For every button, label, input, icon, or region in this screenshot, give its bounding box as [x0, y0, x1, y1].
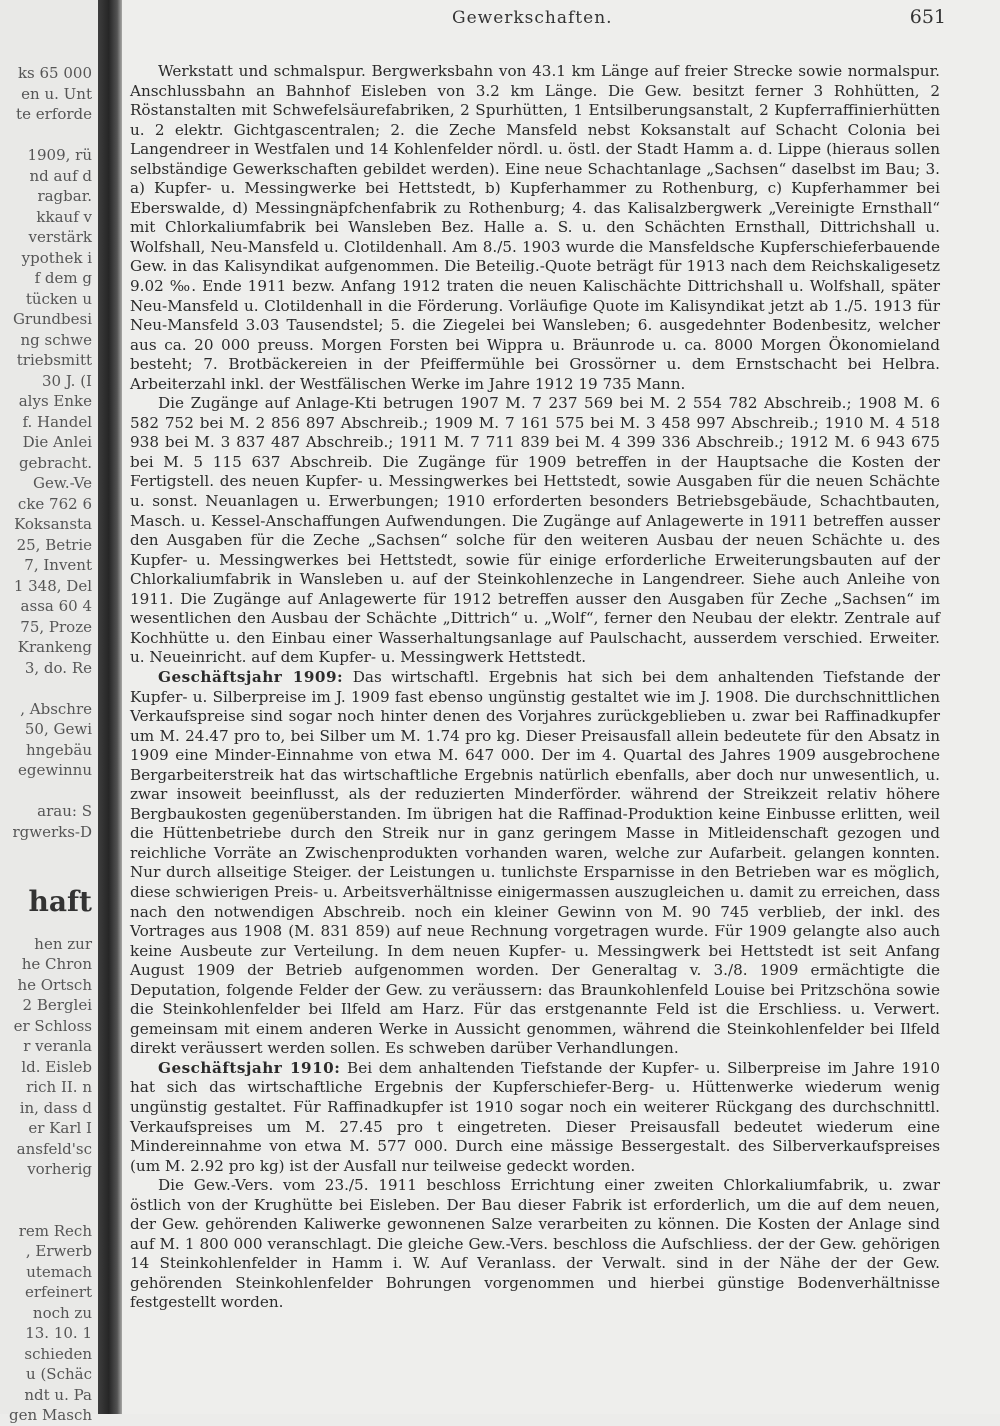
- facing-page-text-fragment: gen Masch: [9, 1406, 92, 1424]
- facing-page-text-fragment: ansfeld'sc: [16, 1139, 92, 1158]
- facing-page-text-fragment: rem Rech: [18, 1221, 92, 1240]
- facing-page-text-fragment: ks 65 000: [17, 64, 92, 82]
- facing-page-text-fragment: er Karl I: [28, 1119, 92, 1137]
- facing-page-text-fragment: 1 348, Del: [13, 576, 92, 595]
- paragraph: [130, 1176, 940, 1313]
- facing-page-text-fragment: kkauf v: [36, 207, 92, 226]
- facing-page-text-fragment: Krankeng: [17, 638, 92, 656]
- facing-page-edge: [0, 0, 98, 1424]
- facing-page-text-fragment: 3, do. Re: [24, 658, 92, 677]
- facing-page-text-fragment: noch zu: [32, 1303, 92, 1322]
- facing-page-text-fragment: [0, 1199, 98, 1221]
- body-text: [130, 62, 940, 1313]
- facing-page-text-fragment: schieden: [24, 1344, 92, 1363]
- facing-page-text-fragment: gebracht.: [18, 453, 92, 472]
- paragraph: [130, 62, 940, 394]
- facing-page-text-fragment: cke 762 6: [17, 494, 92, 513]
- section-label: Geschäftsjahr 1910:: [158, 1058, 341, 1077]
- paragraph-text: Die Zugänge auf Anlage-Kti betrugen 1907 M. 7 237 569 bei M. 2 554 782 Abschreib.; 1908 M. 6 582 752 bei M. 2 856 897 Abschreib.; 1909 M. 7 161 575 bei M. 3 458 997 Abschreib.; 1910 M. 4 518 938 bei M. 3 837 487 Abschreib.; 1911 M. 7 711 839 bei M. 4 399 336 Abschreib.; 1912 M. 6 943 675 bei M. 5 115 637 Abschreib. Die Zugänge für 1909 betreffen in der Hauptsache die Kosten der Fertigstell. des neuen Kupfer- u. Messingwerkes bei Hettstedt, sowie Ausgaben für die neuen Schächte u. sonst. Neuanlagen u. Erwerbungen; 1910 erforderten besonders Betriebsgebäude, Schachtbauten, Masch. u. Kessel-Anschaffungen Aufwendungen. Die Zugänge auf Anlagewerte in 1911 betreffen ausser den Ausgaben für die Zeche „Sachsen“ solche für den weiteren Ausbau der neuen Schächte u. des Kupfer- u. Messingwerkes bei Hettstedt, sowie für einige erforderliche Erweiterungsbauten auf der Chlorkaliumfabrik in Wansleben u. auf der Steinkohlenzeche in Langendreer. Siehe auch Anleihe von 1911. Die Zugänge auf Anlagewerte für 1912 betreffen ausser den Ausgaben für Zeche „Sachsen“ im wesentlichen den Ausbau der Schächte „Dittrich“ u. „Wolf“, ferner den Neubau der elektr. Zentrale auf Kochhütte u. den Einbau einer Wasserhaltungsanlage auf Paulschacht, ausserdem verschied. Erweiter. u. Neueinricht. auf dem Kupfer- u. Messingwerk Hettstedt.: [130, 394, 940, 667]
- facing-page-text-fragment: u (Schäc: [26, 1365, 92, 1383]
- facing-page-text-fragment: 75, Proze: [20, 617, 92, 636]
- facing-page-text-fragment: hngebäu: [25, 740, 92, 759]
- facing-page-text-fragment: ng schwe: [20, 330, 92, 349]
- facing-page-text-fragment: Grundbesi: [12, 310, 92, 328]
- facing-page-text-fragment: 30 J. (I: [41, 371, 92, 390]
- facing-page-text-fragment: 50, Gewi: [24, 720, 92, 738]
- paragraph-text: Die Gew.-Vers. vom 23./5. 1911 beschloss Errichtung einer zweiten Chlorkaliumfabrik, u. zwar östlich von der Krughütte bei Eisleben. Der Bau dieser Fabrik ist erforderlich, um die auf dem neuen, der Gew. gehörenden Kaliwerke gewonnenen Salze verarbeiten zu können. Die Kosten der Anlage sind auf M. 1 800 000 veranschlagt. Die gleiche Gew.-Vers. beschloss die Aufschliess. der der Gew. gehörigen 14 Steinkohlenfelder in Hamm i. W. Auf Veranlass. der Verwalt. sind in der Nähe der der Gew. gehörenden Steinkohlenfelder Bohrungen vorgenommen und hierbei günstige Bodenverhältnisse festgestellt worden.: [130, 1176, 940, 1312]
- facing-page-text-fragment: [0, 912, 98, 934]
- facing-page-text-fragment: 2 Berglei: [22, 996, 92, 1014]
- running-head: Gewerkschaften.: [452, 8, 613, 28]
- facing-page-text-fragment: ypothek i: [21, 248, 92, 267]
- book-page: [122, 0, 1000, 1414]
- facing-page-text-fragment: en u. Unt: [21, 84, 92, 103]
- facing-page-text-fragment: Die Anlei: [22, 433, 92, 451]
- facing-page-text-fragment: , Abschre: [20, 699, 92, 718]
- facing-page-text-fragment: [0, 1179, 98, 1201]
- facing-page-text-fragment: he Chron: [21, 955, 92, 973]
- facing-page-text-fragment: [0, 677, 98, 699]
- facing-page-heading-fragment: haft: [28, 885, 92, 918]
- facing-page-text-fragment: verstärk: [28, 228, 92, 246]
- section-label: Geschäftsjahr 1909:: [158, 667, 344, 686]
- paragraph: [130, 1059, 940, 1176]
- facing-page-text-fragment: f dem g: [34, 269, 92, 287]
- facing-page-text-fragment: Gew.-Ve: [33, 474, 92, 492]
- facing-page-text-fragment: 25, Betrie: [16, 535, 92, 554]
- facing-page-text-fragment: rich II. n: [26, 1078, 92, 1096]
- facing-page-text-fragment: egewinnu: [18, 761, 92, 779]
- facing-page-text-fragment: ld. Eisleb: [21, 1057, 92, 1076]
- facing-page-text-fragment: nd auf d: [29, 166, 92, 185]
- paragraph: [130, 394, 940, 668]
- paragraph: [130, 668, 940, 1059]
- book-gutter: [98, 0, 122, 1414]
- facing-page-text-fragment: [0, 862, 98, 884]
- facing-page-text-fragment: [0, 780, 98, 802]
- facing-page-text-fragment: utemach: [26, 1262, 92, 1281]
- facing-page-text-fragment: 7, Invent: [24, 556, 92, 574]
- facing-page-text-fragment: rgwerks-D: [12, 822, 92, 841]
- facing-page-text-fragment: Koksansta: [14, 515, 92, 533]
- page-number: 651: [909, 6, 946, 28]
- paragraph-text: Werkstatt und schmalspur. Bergwerksbahn von 43.1 km Länge auf freier Strecke sowie normalspur. Anschlussbahn an Bahnhof Eisleben von 3.2 km Länge. Die Gew. besitzt ferner 3 Rohhütten, 2 Röstanstalten mit Schwefelsäurefabriken, 2 Spurhütten, 1 Entsilberungsanstalt, 2 Kupferraffinierhütten u. 2 elektr. Gichtgascentralen; 2. die Zeche Mansfeld nebst Koksanstalt auf Schacht Colonia bei Langendreer in Westfalen und 14 Kohlenfelder nördl. u. östl. der Stadt Hamm a. d. Lippe (hieraus sollen selbständige Gewerkschaften gebildet werden). Eine neue Schachtanlage „Sachsen“ daselbst im Bau; 3. a) Kupfer- u. Messingwerke bei Hettstedt, b) Kupferhammer zu Rothenburg, c) Kupferhammer bei Eberswalde, d) Messingnäpfchenfabrik zu Rothenburg; 4. das Kalisalzbergwerk „Vereinigte Ernsthall“ mit Chlorkaliumfabrik bei Wansleben Bez. Halle a. S. u. den Schächten Ernsthall, Dittrichshall u. Wolfshall, Neu-Mansfeld u. Clotildenhall. Am 8./5. 1903 wurde die Mansfeldsche Kupferschieferbauende Gew. in das Kalisyndikat aufgenommen. Die Beteilig.-Quote beträgt für 1913 nach dem Reichskaligesetz 9.02 ‰. Ende 1911 bezw. Anfang 1912 traten die neuen Kalischächte Dittrichshall u. Wolfshall, später Neu-Mansfeld u. Clotildenhall in die Förderung. Vorläufige Quote im Kalisyndikat jetzt ab 1./5. 1913 für Neu-Mansfeld 3.03 Tausendstel; 5. die Ziegelei bei Wansleben; 6. ausgedehnter Bodenbesitz, welcher aus ca. 20 000 preuss. Morgen Forsten bei Wippra u. Bräunrode u. ca. 8000 Morgen Ökonomieland besteht; 7. Brotbäckereien in der Pfeiffermühle bei Grossörner u. dem Ernstschacht bei Helbra. Arbeiterzahl inkl. der Westfälischen Werke im Jahre 1912 19 735 Mann.: [130, 62, 940, 393]
- facing-page-text-fragment: er Schloss: [13, 1016, 92, 1035]
- facing-page-text-fragment: 1909, rü: [27, 146, 92, 164]
- facing-page-text-fragment: , Erwerb: [25, 1242, 92, 1260]
- facing-page-text-fragment: [0, 124, 98, 146]
- facing-page-text-fragment: r veranla: [23, 1037, 92, 1055]
- facing-page-text-fragment: in, dass d: [19, 1098, 92, 1117]
- facing-page-text-fragment: arau: S: [37, 802, 92, 820]
- facing-page-text-fragment: alys Enke: [18, 392, 92, 410]
- facing-page-text-fragment: ndt u. Pa: [24, 1385, 92, 1404]
- facing-page-text-fragment: he Ortsch: [17, 975, 92, 994]
- facing-page-text-fragment: vorherig: [27, 1160, 92, 1178]
- facing-page-text-fragment: ragbar.: [37, 187, 92, 205]
- facing-page-text-fragment: erfeinert: [24, 1283, 92, 1301]
- facing-page-text-fragment: f. Handel: [22, 412, 92, 431]
- facing-page-text-fragment: assa 60 4: [20, 597, 92, 615]
- paragraph-text: Bei dem anhaltenden Tiefstande der Kupfer- u. Silberpreise im Jahre 1910 hat sich das wirtschaftliche Ergebnis der Kupferschiefer-Berg- u. Hüttenwerke wiederum wenig ungünstig gestaltet. Für Raffinadkupfer ist 1910 sogar noch ein weiterer Rückgang des durchschnittl. Verkaufspreises um M. 27.45 pro t eingetreten. Dieser Preisausfall bedeutet wiederum eine Mindereinnahme von etwa M. 577 000. Durch eine mässige Bessergestalt. des Silberverkaufspreises (um M. 2.92 pro kg) ist der Ausfall nur teilweise gedeckt worden.: [130, 1058, 940, 1175]
- facing-page-text-fragment: triebsmitt: [16, 351, 92, 369]
- facing-page-text-fragment: 13. 10. 1: [25, 1324, 92, 1342]
- facing-page-text-fragment: [0, 841, 98, 863]
- paragraph-text: Das wirtschaftl. Ergebnis hat sich bei dem anhaltenden Tiefstande der Kupfer- u. Silberpreise im J. 1909 fast ebenso ungünstig gestaltet wie im J. 1908. Die durchschnittlichen Verkaufspreise sind sogar noch hinter denen des Vorjahres zurückgeblieben u. zwar bei Raffinadkupfer um M. 24.47 pro to, bei Silber um M. 1.74 pro kg. Dieser Preisausfall allein bedeutete für den Absatz in 1909 eine Minder-Einnahme von etwa M. 647 000. Der im 4. Quartal des Jahres 1909 ausgebrochene Bergarbeiterstreik hat das wirtschaftliche Ergebnis natürlich ebenfalls, aber doch nur unwesentlich, u. zwar insoweit beeinflusst, als der reduzierten Minderförder. während der Streikzeit relativ höhere Bergbaukosten gegenüberstanden. Im übrigen hat die Raffinad-Produktion keine Einbusse erlitten, weil die Hüttenbetriebe durch den Streik nur in ganz geringem Masse in Mitleidenschaft gezogen und reichliche Vorräte an Zwischenprodukten vorhanden waren, welche zur Aufarbeit. gelangen konnten. Nur durch allseitige Steiger. der Leistungen u. tunlichste Ersparnisse in den Betrieben war es möglich, diese schwierigen Preis- u. Arbeitsverhältnisse einigermassen auszugleichen u. damit zu erreichen, dass nach den notwendigen Abschreib. noch ein kleiner Gewinn von M. 90 745 verblieb, der inkl. des Vortrages aus 1908 (M. 831 859) auf neue Rechnung vorgetragen wurde. Für 1909 gelangte also auch keine Ausbeute zur Verteilung. In dem neuen Kupfer- u. Messingwerk bei Hettstedt ist seit Anfang August 1909 der Betrieb aufgenommen worden. Der Generaltag v. 3./8. 1909 ermächtigte die Deputation, folgende Felder der Gew. zu veräussern: das Braunkohlenfeld Louise bei Pritzschöna sowie die Steinkohlenfelder bei Ilfeld am Harz. Für das erstgenannte Feld ist die Erschliess. u. Verwert. gemeinsam mit einem anderen Werke in Aussicht genommen, während die Steinkohlenfelder bei Ilfeld direkt veräussert werden sollen. Es schweben darüber Verhandlungen.: [130, 667, 940, 1058]
- facing-page-text-fragment: hen zur: [34, 934, 92, 953]
- facing-page-text-fragment: tücken u: [25, 289, 92, 308]
- facing-page-text-fragment: te erforde: [16, 105, 92, 123]
